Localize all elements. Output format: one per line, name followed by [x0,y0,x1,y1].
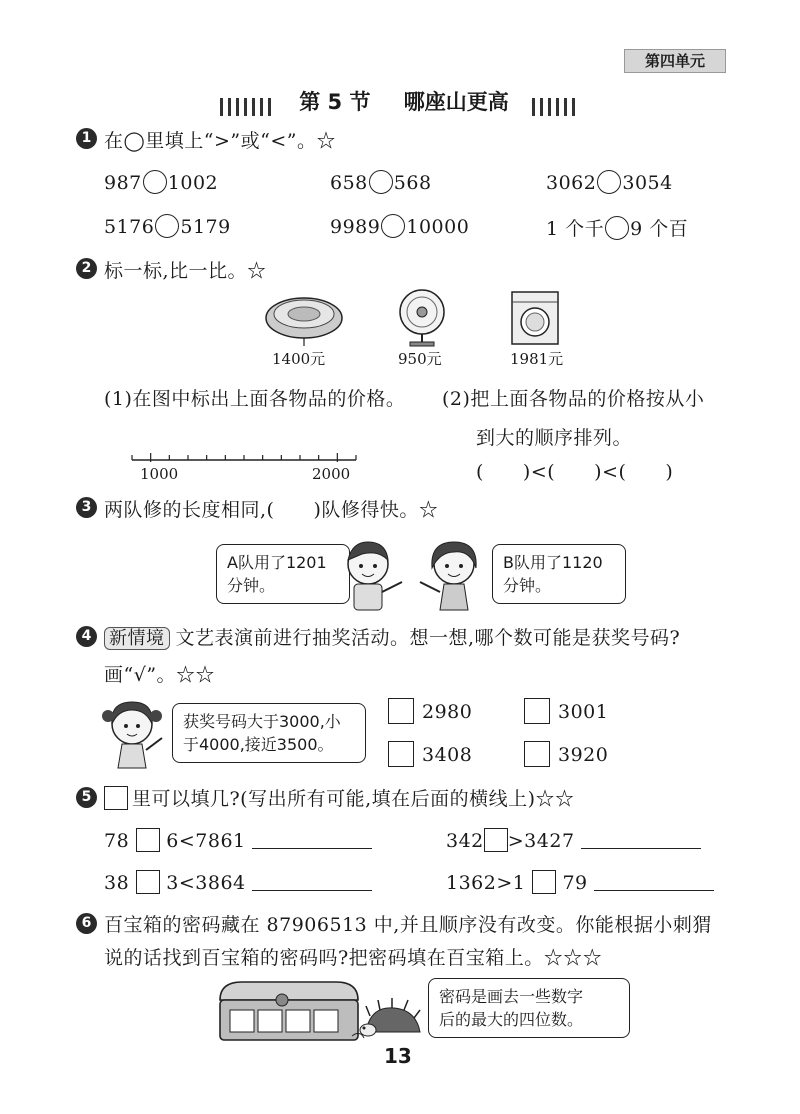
q5-prompt: 里可以填几?(写出所有可能,填在后面的横线上)☆☆ [104,784,575,811]
axis-label-1000: 1000 [140,465,179,483]
q4-prompt-line2: 画“√”。☆☆ [104,664,216,686]
hedgehog-illustration [350,996,430,1042]
price-label: 1400元 [272,350,326,368]
price-label: 1981元 [510,350,564,368]
treasure-chest-illustration [214,978,364,1044]
q6-line1: 百宝箱的密码藏在 87906513 中,并且顺序没有改变。你能根据小刺猬 [104,914,712,936]
axis-label-2000: 2000 [312,465,351,483]
girl-illustration [410,534,490,614]
compare-circle[interactable] [597,170,621,194]
digit-blank[interactable] [532,870,556,894]
code-box [230,1010,254,1032]
q5-item: 78 6<7861 [104,828,372,852]
code-box [314,1010,338,1032]
boy-illustration [332,534,412,614]
section-name: 哪座山更高 [403,90,509,114]
code-box [258,1010,282,1032]
q2-part2-line2: 到大的顺序排列。 [476,427,633,449]
answer-checkbox[interactable] [524,698,550,724]
compare-circle[interactable] [143,170,167,194]
q6-line2: 说的话找到百宝箱的密码吗?把密码填在百宝箱上。☆☆☆ [104,947,603,969]
page-number: 13 [384,1044,412,1068]
option-checkbox-row: 3408 [388,741,472,767]
question-number-2: 2 [76,258,97,279]
q2-part1: (1)在图中标出上面各物品的价格。 [104,388,406,410]
hedgehog-hint-bubble: 密码是画去一些数字 后的最大的四位数。 [428,978,630,1038]
q1-item: 3062 3054 [546,172,673,194]
answer-checkbox[interactable] [524,741,550,767]
q5-item: 342 >3427 [446,828,701,852]
q2-order-blanks[interactable]: ( )<( )<( ) [476,461,674,483]
digit-blank[interactable] [484,828,508,852]
q3-prompt: 两队修的长度相同,( )队修得快。☆ [104,499,439,521]
question-number-6: 6 [76,913,97,934]
robot-vacuum-illustration [262,290,346,346]
question-number-1: 1 [76,128,97,149]
price-label: 950元 [398,350,442,368]
digit-blank[interactable] [136,870,160,894]
section-number: 第 5 节 [299,90,371,114]
digit-blank[interactable] [136,828,160,852]
section-title [0,86,800,116]
answer-line[interactable] [252,830,372,849]
right-bars-decoration [532,94,580,112]
answer-line[interactable] [252,872,372,891]
q1-prompt: 在◯里填上“>”或“<”。☆ [104,130,336,152]
compare-circle[interactable] [369,170,393,194]
q2-part2-line1: (2)把上面各物品的价格按从小 [442,388,705,410]
answer-checkbox[interactable] [388,698,414,724]
q1-item: 9989 10000 [330,216,470,238]
fan-illustration [390,288,454,348]
new-scenario-tag: 新情境 [104,627,170,650]
q5-item: 38 3<3864 [104,870,372,894]
compare-circle[interactable] [605,216,629,240]
left-bars-decoration [220,94,276,112]
question-number-4: 4 [76,626,97,647]
compare-circle[interactable] [381,214,405,238]
girl-with-pigtails-illustration [96,694,170,770]
compare-circle[interactable] [155,214,179,238]
option-checkbox-row: 2980 [388,698,472,724]
question-number-5: 5 [76,787,97,808]
option-checkbox-row: 3920 [524,741,608,767]
q4-prompt: 新情境 文艺表演前进行抽奖活动。想一想,哪个数可能是获奖号码? [104,623,680,650]
q2-prompt: 标一标,比一比。☆ [104,260,267,282]
prize-hint-bubble: 获奖号码大于3000,小 于4000,接近3500。 [172,703,366,763]
speech-bubble-b: B队用了1120 分钟。 [492,544,626,604]
code-box [286,1010,310,1032]
washing-machine-illustration [510,290,562,348]
q5-item: 1362>1 79 [446,870,714,894]
question-number-3: 3 [76,497,97,518]
q1-item: 658 568 [330,172,432,194]
q1-item: 5176 5179 [104,216,231,238]
q1-item: 1 个千 9 个百 [546,218,689,240]
unit-label: 第四单元 [624,49,726,73]
answer-checkbox[interactable] [388,741,414,767]
q1-item: 987 1002 [104,172,219,194]
speech-bubble-a: A队用了1201 分钟。 [216,544,350,604]
option-checkbox-row: 3001 [524,698,608,724]
answer-line[interactable] [581,830,701,849]
blank-square-icon [104,786,128,810]
answer-line[interactable] [594,872,714,891]
